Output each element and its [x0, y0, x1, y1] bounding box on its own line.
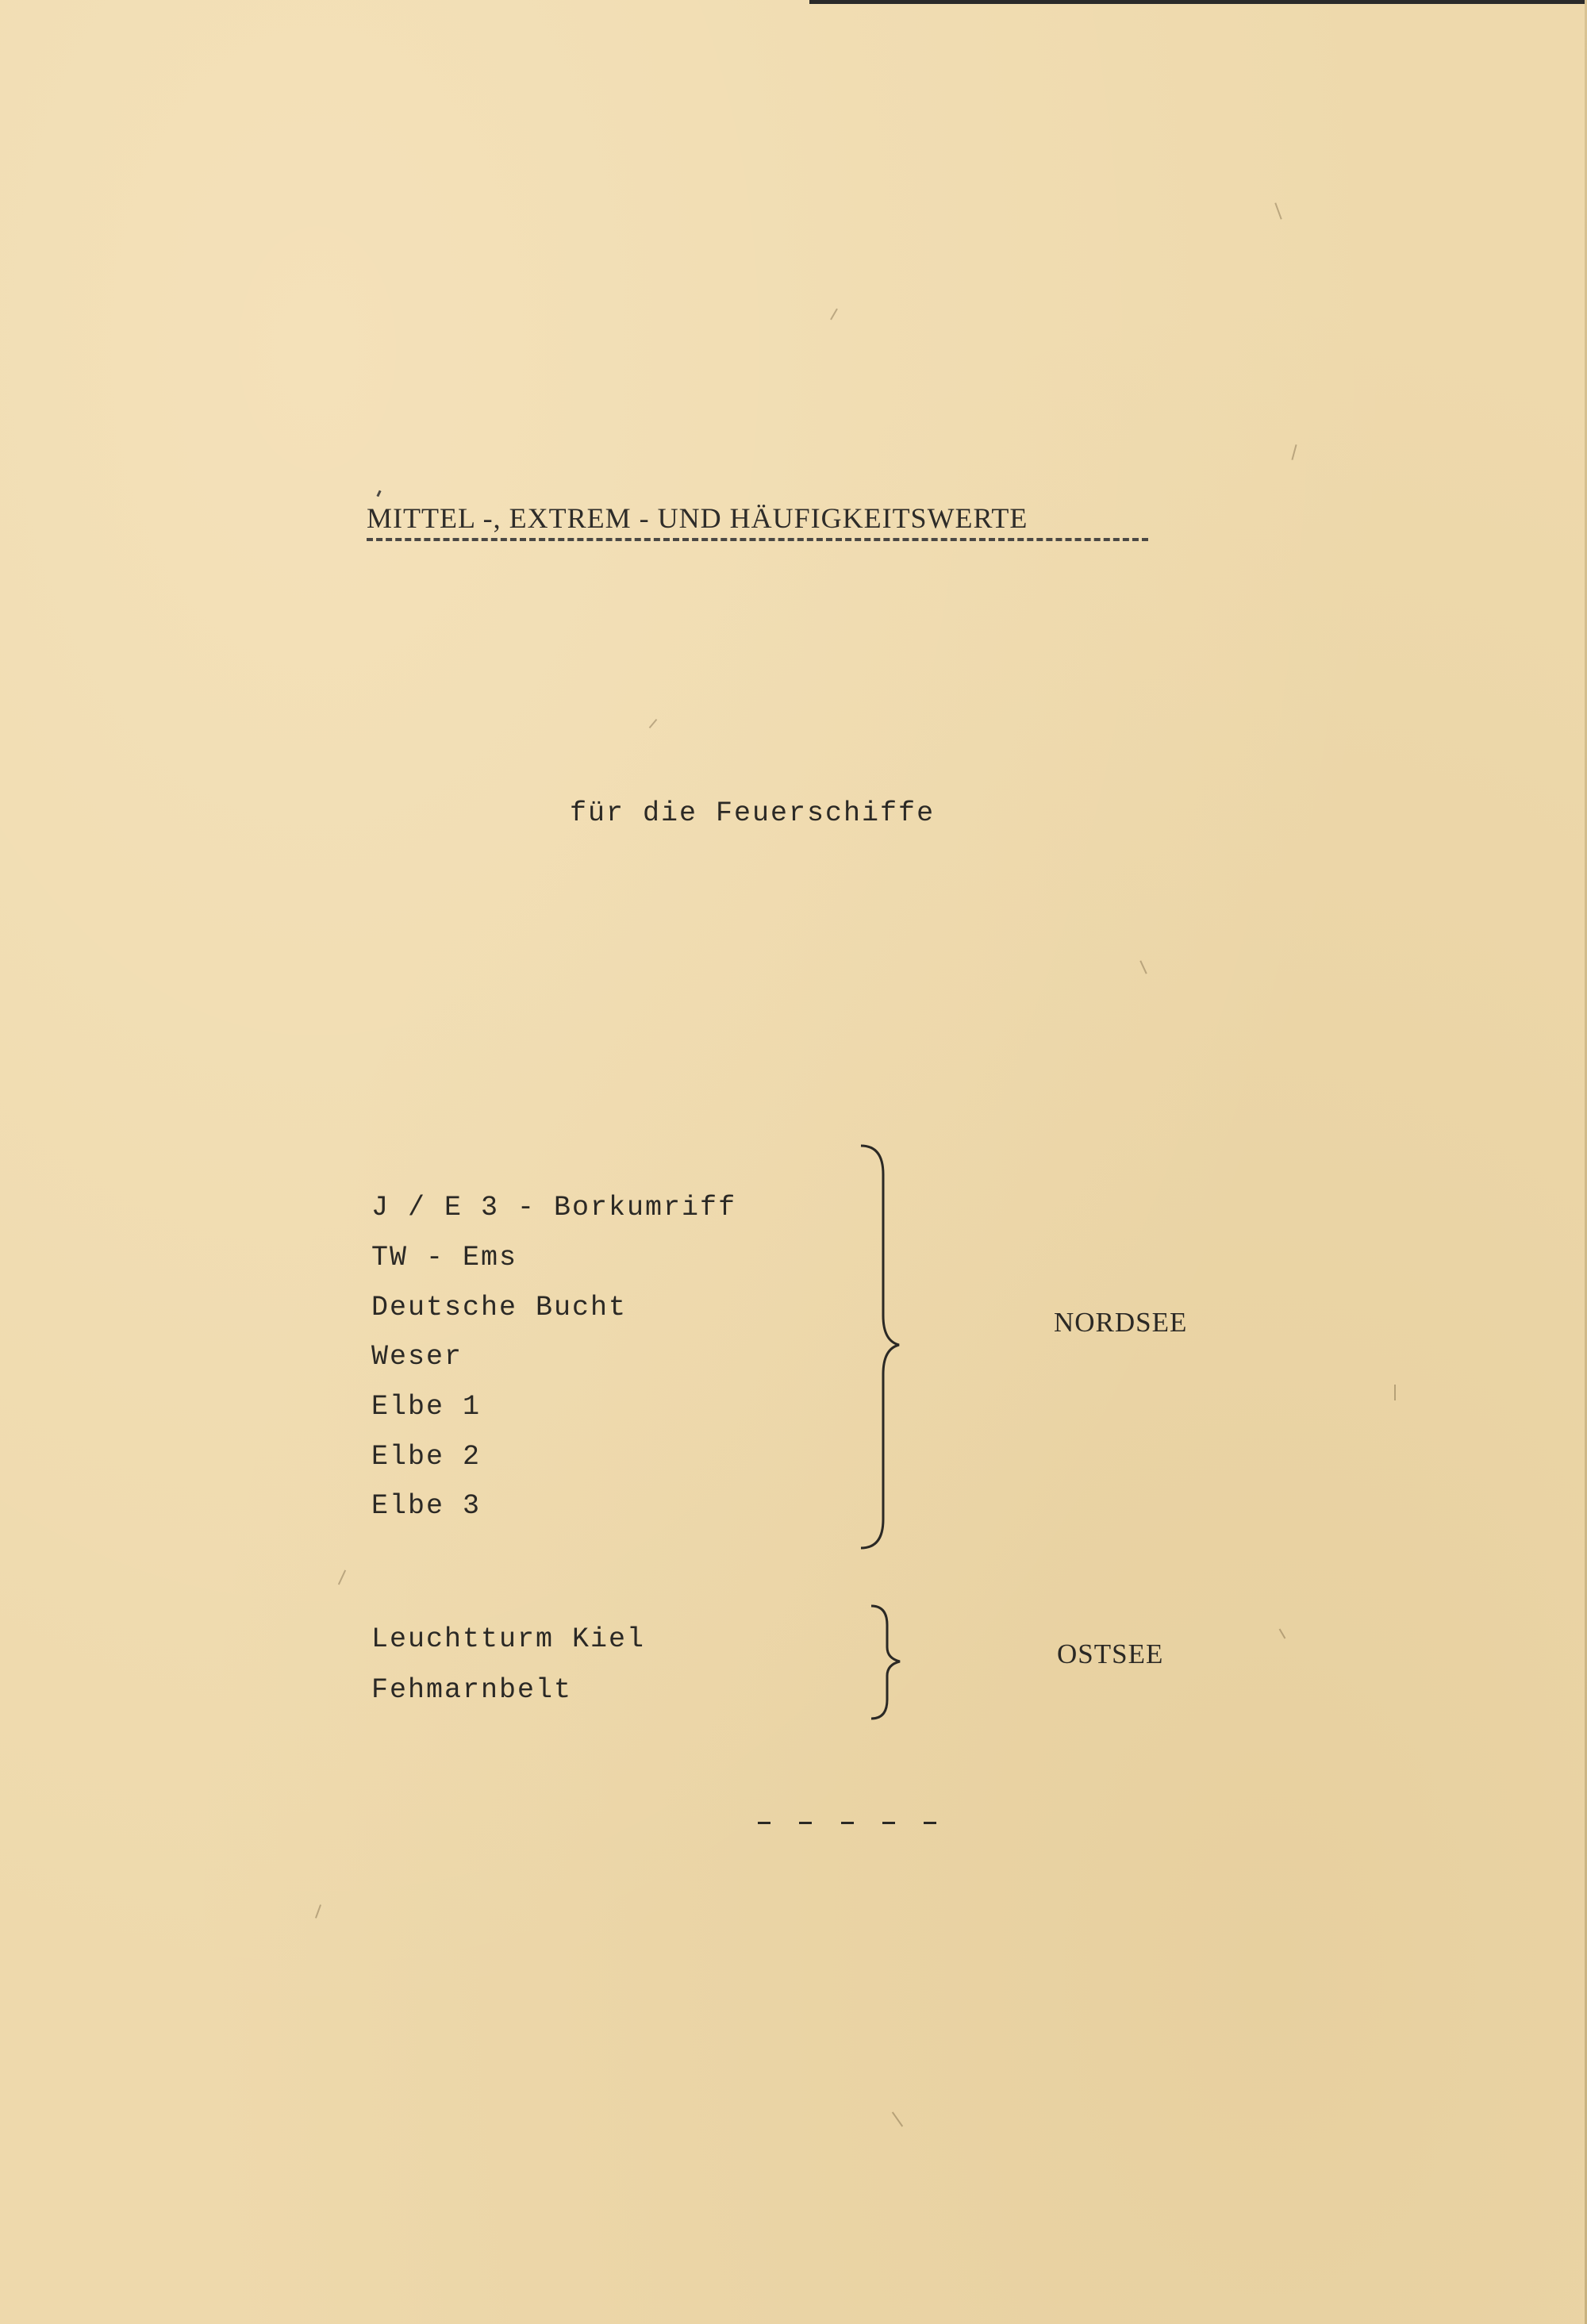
brace-ostsee	[865, 1603, 905, 1722]
title-underline	[367, 538, 1148, 541]
paper-fibre	[315, 1904, 321, 1919]
station-name: Weser	[371, 1341, 463, 1373]
paper-fibre	[1291, 444, 1297, 460]
paper-fibre	[1139, 960, 1147, 974]
station-name: Elbe 2	[371, 1441, 482, 1473]
closing-dash-line	[758, 1822, 936, 1824]
paper-fibre	[830, 309, 838, 321]
region-label-ostsee: OSTSEE	[1057, 1638, 1164, 1669]
accent-mark	[376, 490, 381, 497]
station-name: Fehmarnbelt	[371, 1674, 573, 1706]
paper-fibre	[1274, 202, 1282, 219]
station-name: Elbe 1	[371, 1391, 482, 1423]
closing-dash	[758, 1822, 770, 1824]
paper-fibre	[1279, 1628, 1286, 1638]
closing-dash	[841, 1822, 854, 1824]
document-title: MITTEL -, EXTREM - UND HÄUFIGKEITSWERTE	[367, 502, 1028, 534]
document-subtitle: für die Feuerschiffe	[570, 797, 936, 829]
paper-fibre	[338, 1570, 346, 1585]
brace-nordsee	[853, 1143, 901, 1551]
closing-dash	[799, 1822, 812, 1824]
closing-dash	[882, 1822, 895, 1824]
paper-fibre	[1394, 1385, 1396, 1400]
station-name: TW - Ems	[371, 1242, 518, 1273]
paper-fibre	[892, 2111, 903, 2126]
closing-dash	[924, 1822, 936, 1824]
station-name: Deutsche Bucht	[371, 1292, 628, 1323]
paper-fibre	[649, 719, 658, 728]
station-name: J / E 3 - Borkumriff	[371, 1192, 737, 1223]
region-label-nordsee: NORDSEE	[1054, 1307, 1188, 1338]
station-name: Leuchtturm Kiel	[371, 1623, 646, 1655]
scan-top-edge	[809, 0, 1587, 4]
station-name: Elbe 3	[371, 1490, 482, 1522]
